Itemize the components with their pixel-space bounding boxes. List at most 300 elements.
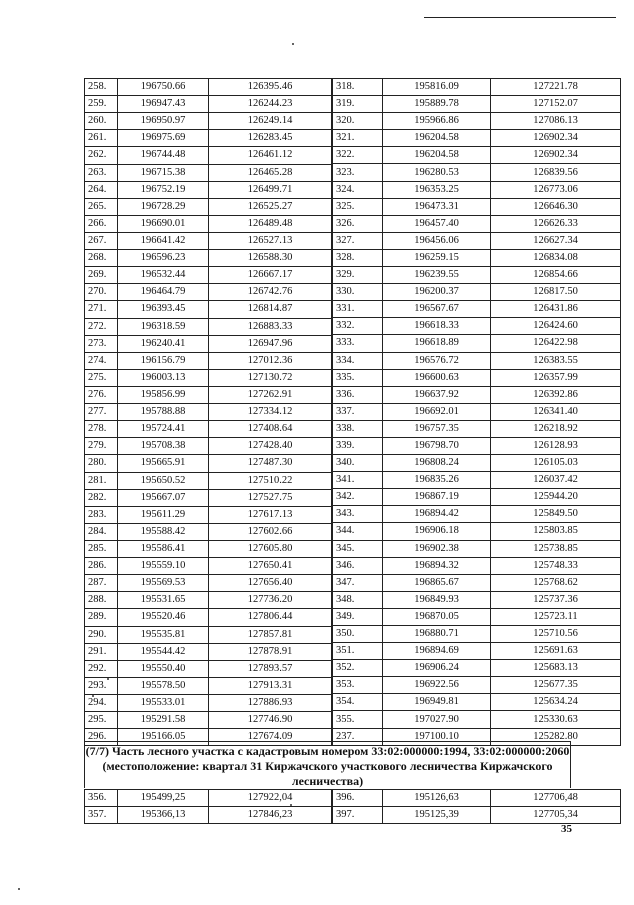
- coordinate-row: [85, 575, 332, 592]
- x-coordinate: 195586.41: [118, 540, 209, 557]
- parcel-caption: [84, 741, 571, 788]
- coordinates-table-right: [332, 78, 621, 746]
- coordinate-row: [333, 591, 621, 608]
- y-coordinate: 126499.71: [209, 181, 332, 198]
- x-coordinate: 196750.66: [118, 79, 209, 96]
- x-coordinate: 196808.24: [383, 455, 491, 472]
- coordinate-row: [333, 352, 621, 369]
- x-coordinate: 197027.90: [383, 711, 491, 728]
- y-coordinate: 126814.87: [209, 301, 332, 318]
- x-coordinate: 195166.05: [118, 729, 209, 746]
- coordinate-row: [85, 807, 332, 824]
- point-number: 237.: [333, 728, 383, 745]
- y-coordinate: 126902.34: [491, 130, 621, 147]
- coordinate-row: [333, 369, 621, 386]
- point-number: 267.: [85, 232, 118, 249]
- coordinate-row: [333, 790, 621, 807]
- x-coordinate: 196618.33: [383, 318, 491, 335]
- coordinate-row: [85, 790, 332, 807]
- point-number: 271.: [85, 301, 118, 318]
- point-number: 284.: [85, 523, 118, 540]
- coordinate-row: [333, 711, 621, 728]
- point-number: 328.: [333, 249, 383, 266]
- y-coordinate: 127487.30: [209, 455, 332, 472]
- y-coordinate: 126218.92: [491, 420, 621, 437]
- y-coordinate: 127130.72: [209, 369, 332, 386]
- y-coordinate: 125330.63: [491, 711, 621, 728]
- y-coordinate: 125683.13: [491, 660, 621, 677]
- coordinate-row: [333, 643, 621, 660]
- x-coordinate: 195544.42: [118, 643, 209, 660]
- point-number: 355.: [333, 711, 383, 728]
- x-coordinate: 195667.07: [118, 489, 209, 506]
- y-coordinate: 126883.33: [209, 318, 332, 335]
- point-number: 321.: [333, 130, 383, 147]
- y-coordinate: 125710.56: [491, 626, 621, 643]
- point-number: 325.: [333, 198, 383, 215]
- y-coordinate: 127705,34: [491, 807, 621, 824]
- x-coordinate: 196975.69: [118, 130, 209, 147]
- point-number: 286.: [85, 558, 118, 575]
- point-number: 353.: [333, 677, 383, 694]
- x-coordinate: 196692.01: [383, 403, 491, 420]
- y-coordinate: 126341.40: [491, 403, 621, 420]
- point-number: 296.: [85, 729, 118, 746]
- y-coordinate: 127746.90: [209, 712, 332, 729]
- point-number: 293.: [85, 677, 118, 694]
- coordinate-row: [333, 267, 621, 284]
- point-number: 258.: [85, 79, 118, 96]
- y-coordinate: 126249.14: [209, 113, 332, 130]
- y-coordinate: 127806.44: [209, 609, 332, 626]
- x-coordinate: 195125,39: [383, 807, 491, 824]
- x-coordinate: 195535.81: [118, 626, 209, 643]
- coordinate-row: [333, 147, 621, 164]
- point-number: 333.: [333, 335, 383, 352]
- x-coordinate: 196906.18: [383, 523, 491, 540]
- x-coordinate: 196949.81: [383, 694, 491, 711]
- y-coordinate: 125803.85: [491, 523, 621, 540]
- x-coordinate: 195531.65: [118, 592, 209, 609]
- point-number: 283.: [85, 506, 118, 523]
- x-coordinate: 196690.01: [118, 215, 209, 232]
- y-coordinate: 127408.64: [209, 421, 332, 438]
- coordinate-row: [85, 506, 332, 523]
- coordinate-row: [333, 420, 621, 437]
- x-coordinate: 196798.70: [383, 437, 491, 454]
- x-coordinate: 196204.58: [383, 147, 491, 164]
- x-coordinate: 196894.69: [383, 643, 491, 660]
- x-coordinate: 195291.58: [118, 712, 209, 729]
- point-number: 322.: [333, 147, 383, 164]
- coordinate-row: [85, 609, 332, 626]
- x-coordinate: 195533.01: [118, 694, 209, 711]
- y-coordinate: 126424.60: [491, 318, 621, 335]
- y-coordinate: 126947.96: [209, 335, 332, 352]
- coordinates-table-bottom-right: [332, 789, 621, 824]
- coordinate-row: [333, 198, 621, 215]
- y-coordinate: 126395.46: [209, 79, 332, 96]
- y-coordinate: 127922,04: [209, 790, 332, 807]
- x-coordinate: 197100.10: [383, 728, 491, 745]
- coordinate-row: [333, 164, 621, 181]
- point-number: 275.: [85, 369, 118, 386]
- x-coordinate: 196156.79: [118, 352, 209, 369]
- coordinate-row: [85, 352, 332, 369]
- point-number: 264.: [85, 181, 118, 198]
- y-coordinate: 126357.99: [491, 369, 621, 386]
- y-coordinate: 126817.50: [491, 284, 621, 301]
- point-number: 335.: [333, 369, 383, 386]
- scan-speck: [18, 888, 20, 890]
- y-coordinate: 127674.09: [209, 729, 332, 746]
- coordinate-row: [85, 592, 332, 609]
- coordinate-row: [85, 79, 332, 96]
- x-coordinate: 195550.40: [118, 660, 209, 677]
- coordinate-row: [333, 523, 621, 540]
- coordinate-row: [85, 369, 332, 386]
- coordinate-row: [333, 215, 621, 232]
- coordinate-row: [85, 540, 332, 557]
- point-number: 326.: [333, 215, 383, 232]
- y-coordinate: 125737.36: [491, 591, 621, 608]
- x-coordinate: 196835.26: [383, 472, 491, 489]
- point-number: 276.: [85, 386, 118, 403]
- coordinate-row: [333, 455, 621, 472]
- y-coordinate: 126588.30: [209, 250, 332, 267]
- coordinate-row: [333, 130, 621, 147]
- point-number: 338.: [333, 420, 383, 437]
- x-coordinate: 196894.32: [383, 557, 491, 574]
- y-coordinate: 126489.48: [209, 215, 332, 232]
- y-coordinate: 126422.98: [491, 335, 621, 352]
- x-coordinate: 195708.38: [118, 438, 209, 455]
- y-coordinate: 125723.11: [491, 608, 621, 625]
- y-coordinate: 125691.63: [491, 643, 621, 660]
- point-number: 342.: [333, 489, 383, 506]
- y-coordinate: 127262.91: [209, 386, 332, 403]
- y-coordinate: 127012.36: [209, 352, 332, 369]
- point-number: 260.: [85, 113, 118, 130]
- coordinate-row: [333, 608, 621, 625]
- header-rule: [424, 17, 616, 18]
- coordinate-row: [333, 301, 621, 318]
- caption-line-2: (местоположение: квартал 31 Киржачского участкового лесничества Киржачского: [102, 759, 553, 773]
- y-coordinate: 127221.78: [491, 79, 621, 96]
- x-coordinate: 195816.09: [383, 79, 491, 96]
- point-number: 336.: [333, 386, 383, 403]
- y-coordinate: 127846,23: [209, 807, 332, 824]
- y-coordinate: 126525.27: [209, 198, 332, 215]
- coordinate-row: [85, 558, 332, 575]
- x-coordinate: 196318.59: [118, 318, 209, 335]
- x-coordinate: 196849.93: [383, 591, 491, 608]
- x-coordinate: 196003.13: [118, 369, 209, 386]
- x-coordinate: 196239.55: [383, 267, 491, 284]
- x-coordinate: 196457.40: [383, 215, 491, 232]
- point-number: 278.: [85, 421, 118, 438]
- point-number: 291.: [85, 643, 118, 660]
- coordinate-row: [333, 113, 621, 130]
- coordinate-row: [85, 267, 332, 284]
- coordinate-row: [85, 472, 332, 489]
- y-coordinate: 126383.55: [491, 352, 621, 369]
- y-coordinate: 126392.86: [491, 386, 621, 403]
- y-coordinate: 127334.12: [209, 404, 332, 421]
- point-number: 323.: [333, 164, 383, 181]
- y-coordinate: 127736.20: [209, 592, 332, 609]
- y-coordinate: 127510.22: [209, 472, 332, 489]
- coordinate-row: [333, 694, 621, 711]
- y-coordinate: 126646.30: [491, 198, 621, 215]
- x-coordinate: 195856.99: [118, 386, 209, 403]
- coordinate-row: [85, 421, 332, 438]
- x-coordinate: 195665.91: [118, 455, 209, 472]
- point-number: 324.: [333, 181, 383, 198]
- point-number: 351.: [333, 643, 383, 660]
- scan-speck: [92, 695, 94, 697]
- coordinate-row: [85, 660, 332, 677]
- x-coordinate: 196393.45: [118, 301, 209, 318]
- y-coordinate: 127605.80: [209, 540, 332, 557]
- y-coordinate: 127650.41: [209, 558, 332, 575]
- coordinates-table-left: [84, 78, 332, 746]
- x-coordinate: 195126,63: [383, 790, 491, 807]
- point-number: 272.: [85, 318, 118, 335]
- point-number: 354.: [333, 694, 383, 711]
- y-coordinate: 127857.81: [209, 626, 332, 643]
- coordinate-row: [85, 215, 332, 232]
- point-number: 331.: [333, 301, 383, 318]
- point-number: 327.: [333, 232, 383, 249]
- x-coordinate: 196473.31: [383, 198, 491, 215]
- point-number: 266.: [85, 215, 118, 232]
- y-coordinate: 126839.56: [491, 164, 621, 181]
- x-coordinate: 195889.78: [383, 96, 491, 113]
- point-number: 281.: [85, 472, 118, 489]
- x-coordinate: 195366,13: [118, 807, 209, 824]
- point-number: 277.: [85, 404, 118, 421]
- point-number: 329.: [333, 267, 383, 284]
- x-coordinate: 195724.41: [118, 421, 209, 438]
- y-coordinate: 126902.34: [491, 147, 621, 164]
- y-coordinate: 125748.33: [491, 557, 621, 574]
- x-coordinate: 195559.10: [118, 558, 209, 575]
- coordinate-row: [85, 130, 332, 147]
- point-number: 269.: [85, 267, 118, 284]
- coordinate-row: [333, 660, 621, 677]
- x-coordinate: 195611.29: [118, 506, 209, 523]
- point-number: 346.: [333, 557, 383, 574]
- point-number: 279.: [85, 438, 118, 455]
- point-number: 320.: [333, 113, 383, 130]
- y-coordinate: 126431.86: [491, 301, 621, 318]
- coordinate-row: [85, 232, 332, 249]
- x-coordinate: 196200.37: [383, 284, 491, 301]
- x-coordinate: 195569.53: [118, 575, 209, 592]
- coordinate-row: [85, 96, 332, 113]
- x-coordinate: 196894.42: [383, 506, 491, 523]
- y-coordinate: 126527.13: [209, 232, 332, 249]
- coordinate-row: [333, 540, 621, 557]
- point-number: 280.: [85, 455, 118, 472]
- coordinate-row: [333, 232, 621, 249]
- point-number: 337.: [333, 403, 383, 420]
- coordinate-row: [333, 677, 621, 694]
- scan-speck: [292, 43, 294, 45]
- point-number: 344.: [333, 523, 383, 540]
- y-coordinate: 127527.75: [209, 489, 332, 506]
- y-coordinate: 125634.24: [491, 694, 621, 711]
- coordinate-row: [333, 386, 621, 403]
- y-coordinate: 127706,48: [491, 790, 621, 807]
- y-coordinate: 125677.35: [491, 677, 621, 694]
- x-coordinate: 196464.79: [118, 284, 209, 301]
- y-coordinate: 127893.57: [209, 660, 332, 677]
- coordinate-row: [333, 181, 621, 198]
- coordinate-row: [85, 301, 332, 318]
- x-coordinate: 196280.53: [383, 164, 491, 181]
- x-coordinate: 196744.48: [118, 147, 209, 164]
- point-number: 339.: [333, 437, 383, 454]
- y-coordinate: 126283.45: [209, 130, 332, 147]
- coordinate-row: [85, 164, 332, 181]
- coordinate-row: [85, 677, 332, 694]
- point-number: 349.: [333, 608, 383, 625]
- point-number: 273.: [85, 335, 118, 352]
- point-number: 265.: [85, 198, 118, 215]
- y-coordinate: 126854.66: [491, 267, 621, 284]
- coordinate-row: [333, 574, 621, 591]
- point-number: 343.: [333, 506, 383, 523]
- x-coordinate: 196715.38: [118, 164, 209, 181]
- point-number: 356.: [85, 790, 118, 807]
- coordinate-row: [333, 96, 621, 113]
- y-coordinate: 125768.62: [491, 574, 621, 591]
- coordinate-row: [85, 250, 332, 267]
- x-coordinate: 195520.46: [118, 609, 209, 626]
- scan-speck: [107, 678, 109, 680]
- coordinate-row: [85, 181, 332, 198]
- x-coordinate: 196259.15: [383, 249, 491, 266]
- x-coordinate: 196867.19: [383, 489, 491, 506]
- y-coordinate: 126667.17: [209, 267, 332, 284]
- point-number: 262.: [85, 147, 118, 164]
- y-coordinate: 127656.40: [209, 575, 332, 592]
- point-number: 330.: [333, 284, 383, 301]
- y-coordinate: 126461.12: [209, 147, 332, 164]
- point-number: 357.: [85, 807, 118, 824]
- coordinate-row: [333, 807, 621, 824]
- coordinate-row: [333, 318, 621, 335]
- coordinate-row: [85, 712, 332, 729]
- x-coordinate: 196902.38: [383, 540, 491, 557]
- point-number: 274.: [85, 352, 118, 369]
- x-coordinate: 196532.44: [118, 267, 209, 284]
- y-coordinate: 127152.07: [491, 96, 621, 113]
- coordinate-row: [333, 403, 621, 420]
- x-coordinate: 196950.97: [118, 113, 209, 130]
- coordinate-row: [85, 147, 332, 164]
- y-coordinate: 125849.50: [491, 506, 621, 523]
- point-number: 396.: [333, 790, 383, 807]
- page-number: 35: [561, 823, 572, 835]
- x-coordinate: 196906.24: [383, 660, 491, 677]
- coordinate-row: [85, 626, 332, 643]
- coordinate-row: [85, 318, 332, 335]
- x-coordinate: 195499,25: [118, 790, 209, 807]
- y-coordinate: 126627.34: [491, 232, 621, 249]
- point-number: 270.: [85, 284, 118, 301]
- x-coordinate: 195650.52: [118, 472, 209, 489]
- y-coordinate: 125282.80: [491, 728, 621, 745]
- point-number: 259.: [85, 96, 118, 113]
- point-number: 345.: [333, 540, 383, 557]
- point-number: 334.: [333, 352, 383, 369]
- coordinate-row: [333, 335, 621, 352]
- coordinate-row: [85, 523, 332, 540]
- point-number: 397.: [333, 807, 383, 824]
- coordinate-row: [333, 472, 621, 489]
- y-coordinate: 127617.13: [209, 506, 332, 523]
- coordinate-row: [333, 489, 621, 506]
- coordinate-row: [333, 284, 621, 301]
- y-coordinate: 127878.91: [209, 643, 332, 660]
- y-coordinate: 126244.23: [209, 96, 332, 113]
- y-coordinate: 126465.28: [209, 164, 332, 181]
- y-coordinate: 126128.93: [491, 437, 621, 454]
- x-coordinate: 196757.35: [383, 420, 491, 437]
- coordinate-row: [85, 198, 332, 215]
- point-number: 289.: [85, 609, 118, 626]
- point-number: 318.: [333, 79, 383, 96]
- coordinate-row: [85, 438, 332, 455]
- x-coordinate: 196880.71: [383, 626, 491, 643]
- point-number: 292.: [85, 660, 118, 677]
- point-number: 285.: [85, 540, 118, 557]
- coordinate-row: [85, 404, 332, 421]
- x-coordinate: 196870.05: [383, 608, 491, 625]
- coordinate-row: [333, 249, 621, 266]
- point-number: 287.: [85, 575, 118, 592]
- x-coordinate: 196576.72: [383, 352, 491, 369]
- coordinate-row: [333, 506, 621, 523]
- y-coordinate: 126037.42: [491, 472, 621, 489]
- x-coordinate: 196618.89: [383, 335, 491, 352]
- coordinate-row: [85, 335, 332, 352]
- x-coordinate: 196596.23: [118, 250, 209, 267]
- point-number: 288.: [85, 592, 118, 609]
- coordinate-row: [333, 557, 621, 574]
- x-coordinate: 196865.67: [383, 574, 491, 591]
- y-coordinate: 127602.66: [209, 523, 332, 540]
- x-coordinate: 196600.63: [383, 369, 491, 386]
- coordinates-table-bottom-left: [84, 789, 332, 824]
- y-coordinate: 127913.31: [209, 677, 332, 694]
- x-coordinate: 196947.43: [118, 96, 209, 113]
- point-number: 347.: [333, 574, 383, 591]
- x-coordinate: 196922.56: [383, 677, 491, 694]
- point-number: 332.: [333, 318, 383, 335]
- y-coordinate: 125738.85: [491, 540, 621, 557]
- point-number: 268.: [85, 250, 118, 267]
- coordinate-row: [85, 489, 332, 506]
- x-coordinate: 196641.42: [118, 232, 209, 249]
- y-coordinate: 126626.33: [491, 215, 621, 232]
- x-coordinate: 196567.67: [383, 301, 491, 318]
- caption-line-3: лесничества): [291, 774, 364, 788]
- x-coordinate: 195966.86: [383, 113, 491, 130]
